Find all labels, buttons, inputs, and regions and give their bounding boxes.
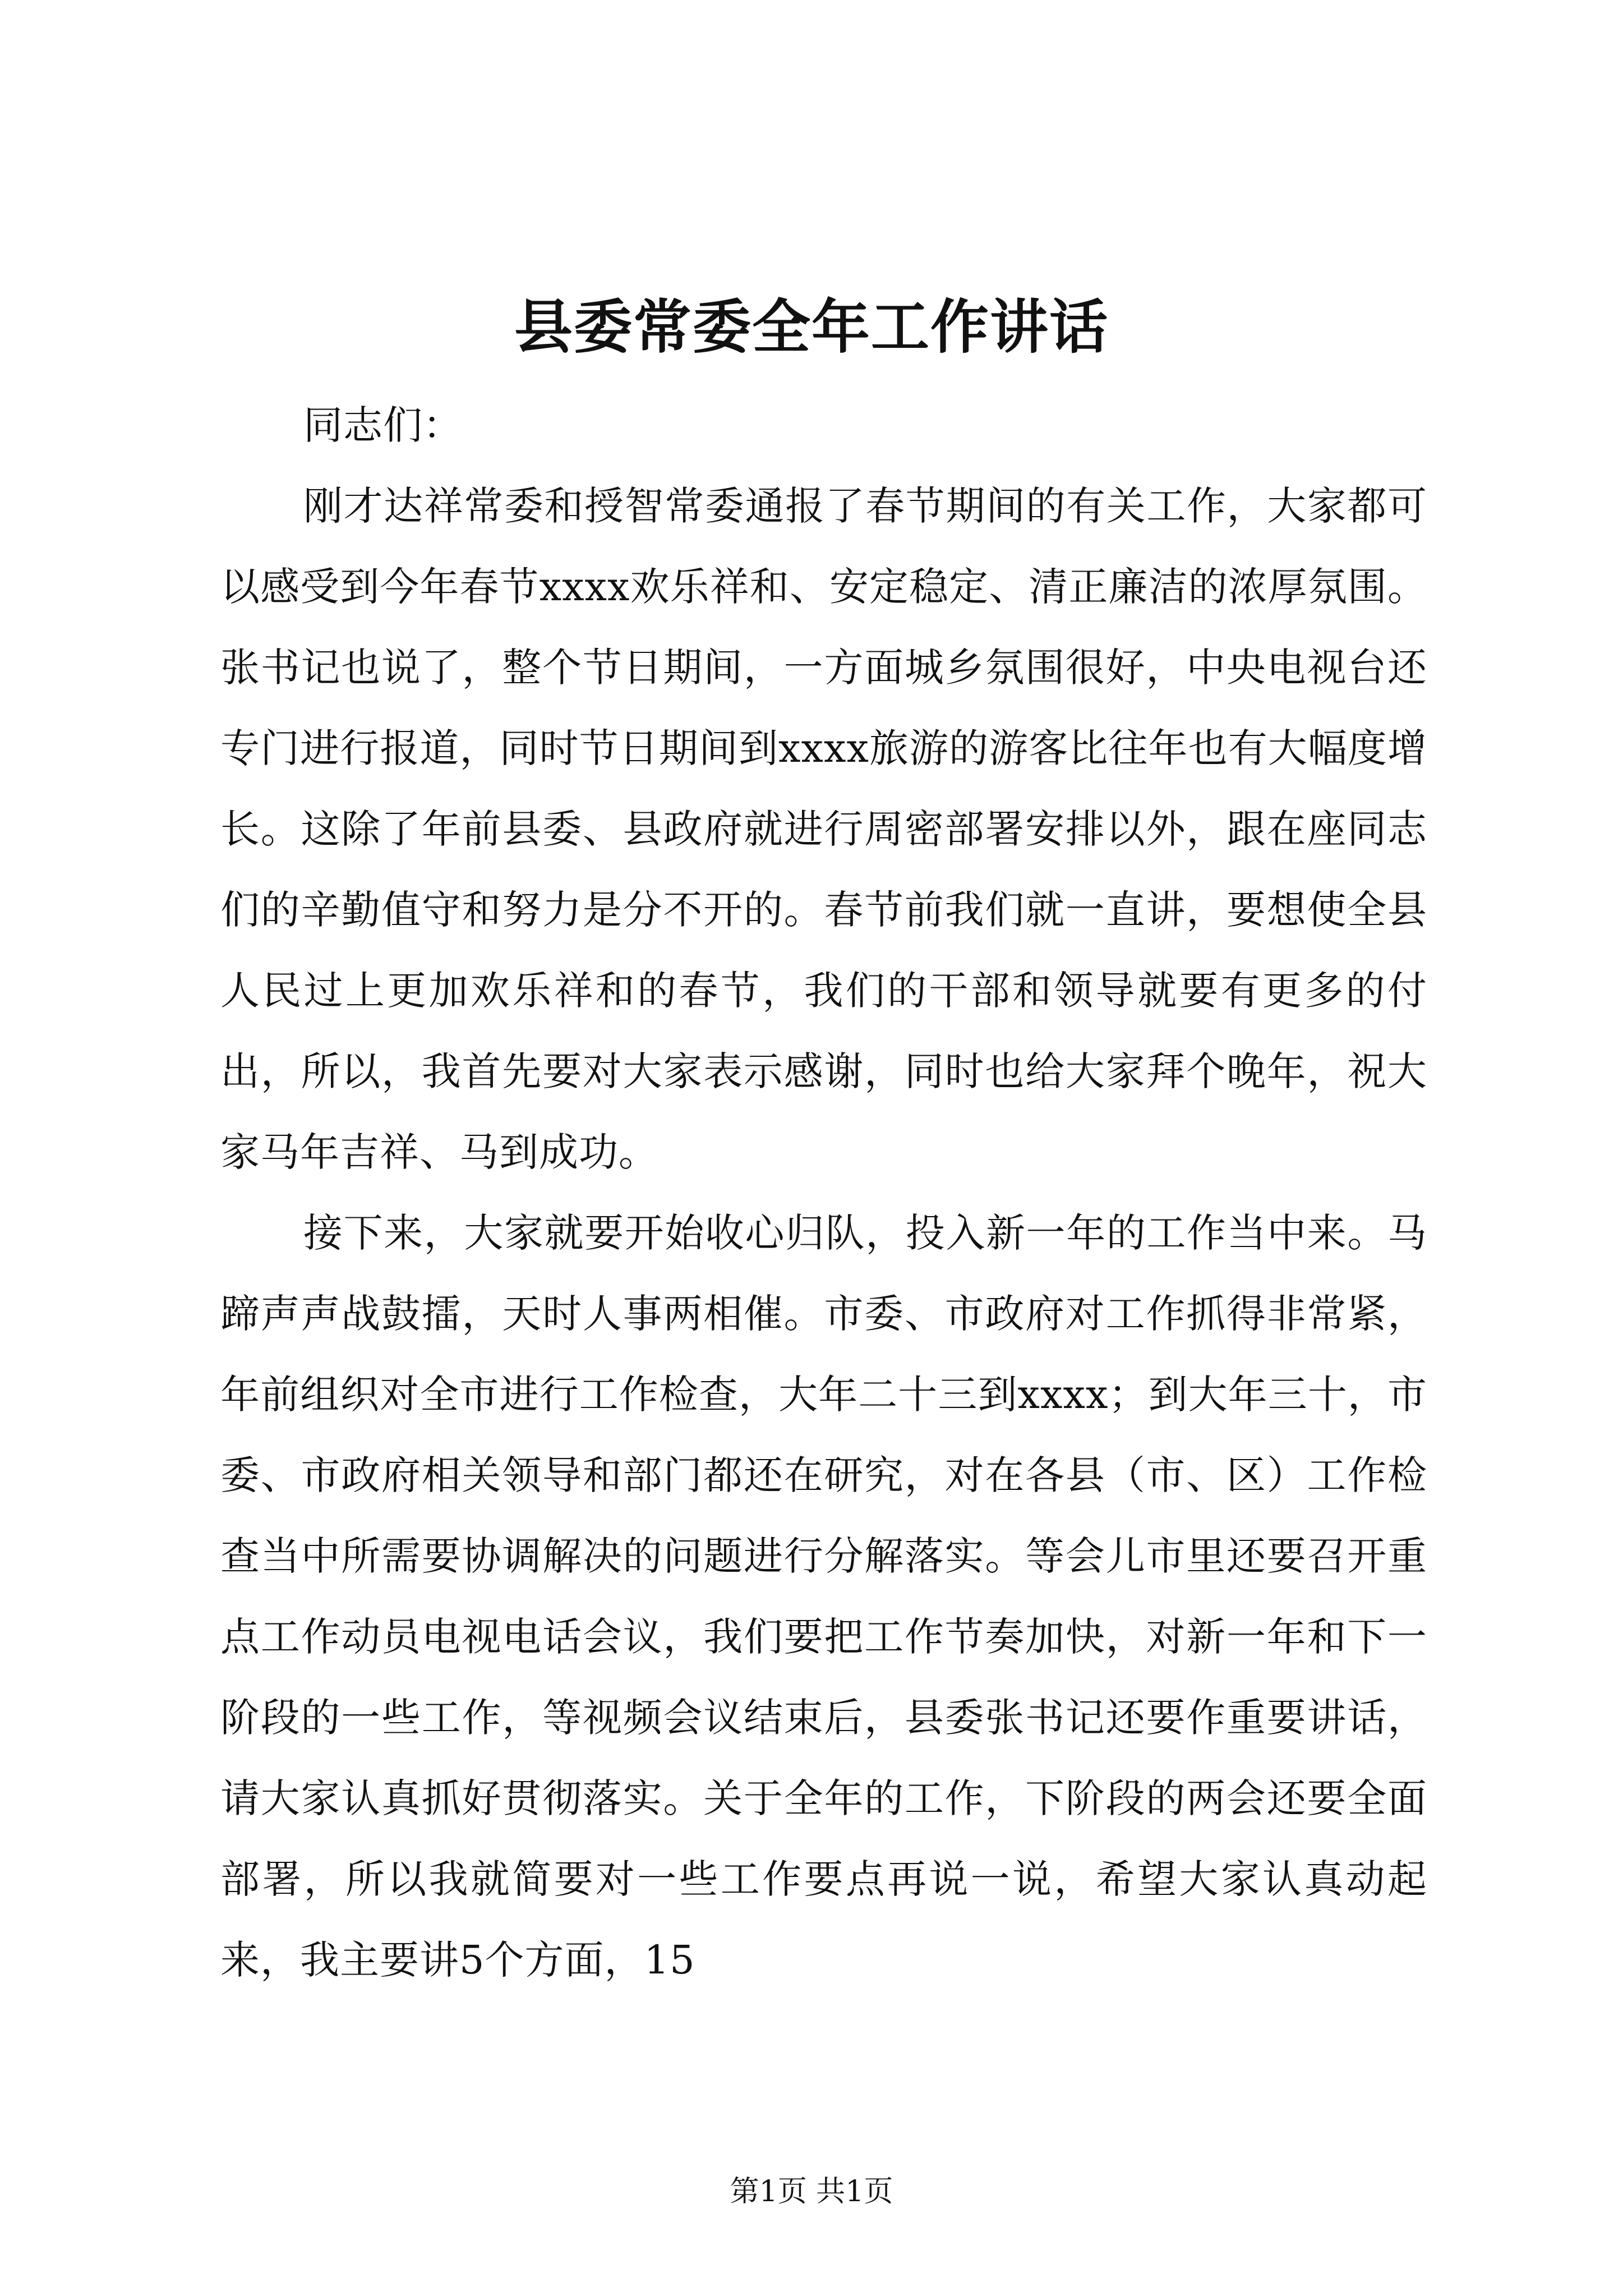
document-title: 县委常委全年工作讲话 (514, 292, 1109, 361)
paragraph-2: 接下来，大家就要开始收心归队，投入新一年的工作当中来。马蹄声声战鼓擂，天时人事两相催。市委、市政府对工作抓得非常紧，年前组织对全市进行工作检查，大年二十三到xxxx；到大年三十，市委、市政府相关领导和部门都还在研究，对在各县（市、区）工作检查当中所需要协调解决的问题进行分解落实。等会儿市里还要召开重点工作动员电视电话会议，我们要把工作节奏加快，对新一年和下一阶段的一些工作，等视频会议结束后，县委张书记还要作重要讲话，请大家认真抓好贯彻落实。关于全年的工作，下阶段的两会还要全面部署，所以我就简要对一些工作要点再说一说，希望大家认真动起来，我主要讲5个方面，15 (220, 1210, 1427, 1983)
paragraph-1: 刚才达祥常委和授智常委通报了春节期间的有关工作，大家都可以感受到今年春节xxxx欢乐祥和、安定稳定、清正廉洁的浓厚氛围。张书记也说了，整个节日期间，一方面城乡氛围很好，中央电视台还专门进行报道，同时节日期间到xxxx旅游的游客比往年也有大幅度增长。这除了年前县委、县政府就进行周密部署安排以外，跟在座同志们的辛勤值守和努力是分不开的。春节前我们就一直讲，要想使全县人民过上更加欢乐祥和的春节，我们的干部和领导就要有更多的付出，所以，我首先要对大家表示感谢，同时也给大家拜个晚年，祝大家马年吉祥、马到成功。 (220, 483, 1427, 1175)
document-body (220, 385, 1427, 2000)
salutation: 同志们： (303, 402, 463, 448)
page-number-footer: 第1页 共1页 (730, 2175, 893, 2208)
